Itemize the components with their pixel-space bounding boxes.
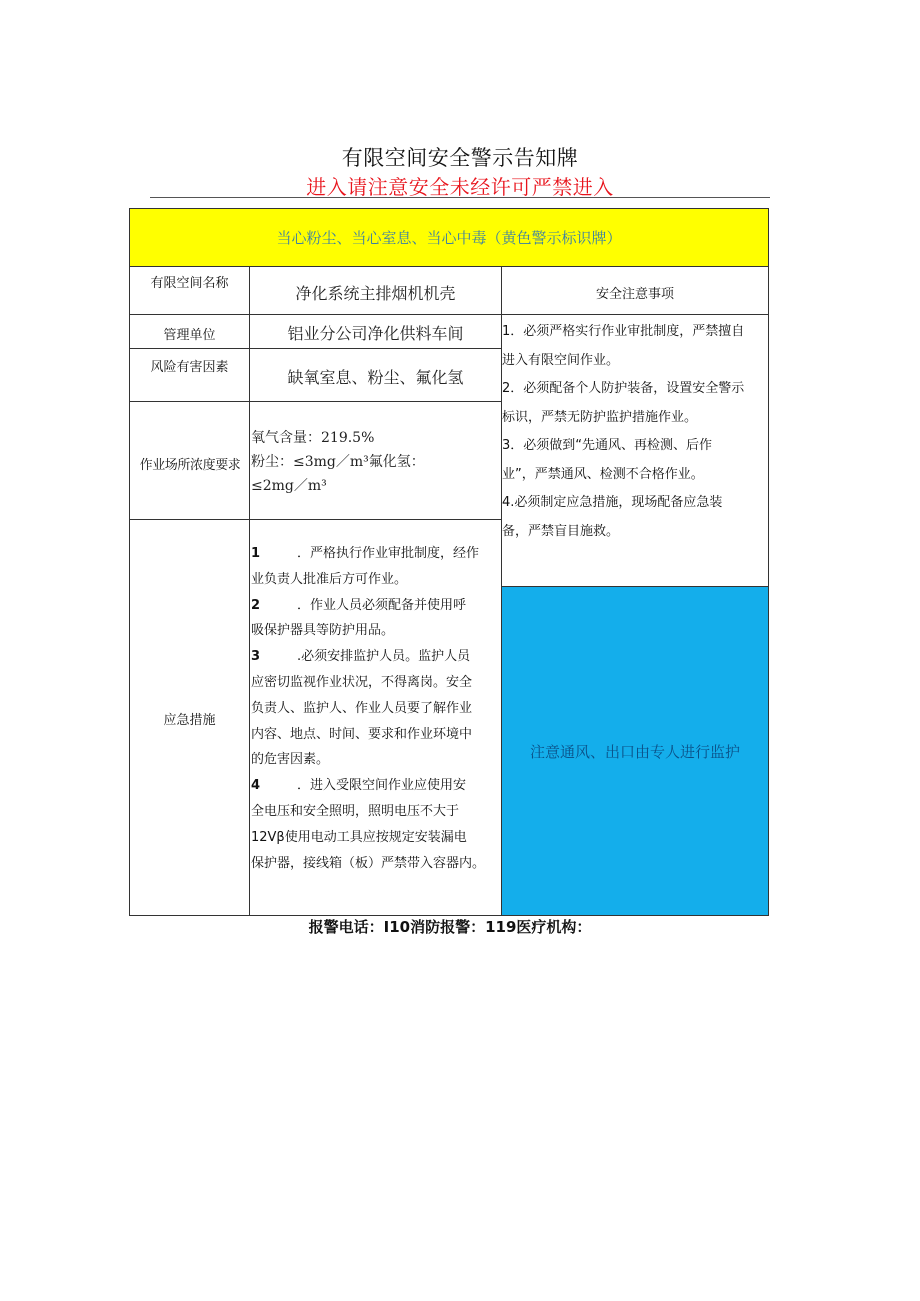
table-divider <box>129 266 769 267</box>
safety-note-line: 1．必须严格实行作业审批制度，严禁擅自 <box>502 324 745 339</box>
item-text: 的危害因素。 <box>251 752 330 768</box>
emergency-label: 应急措施 <box>163 713 216 728</box>
item-text: 业负责人批准后方可作业。 <box>251 571 408 587</box>
unit-value: 铝业分公司净化供料车间 <box>287 324 464 343</box>
concentration-line: 氧气含量：219.5% <box>251 430 375 446</box>
concentration-line: 粉尘：≤3mg／m³氟化氢： <box>251 454 425 470</box>
safety-notes <box>502 318 768 546</box>
emergency-contacts: 报警电话：I10消防报警：119医疗机构： <box>308 918 592 936</box>
item-text: 负责人、监护人、作业人员要了解作业 <box>251 700 473 716</box>
warning-subtitle: 进入请注意安全未经许可严禁进入 <box>306 175 614 199</box>
monitor-note: 注意通风、出口由专人进行监护 <box>502 587 768 915</box>
list-item <box>251 773 501 799</box>
item-text: 保护器，接线箱（板）严禁带入容器内。 <box>251 855 486 871</box>
safety-heading: 安全注意事项 <box>595 287 674 302</box>
hazard-value: 缺氧室息、粉尘、氟化氢 <box>287 368 464 387</box>
concentration-label: 作业场所浓度要求 <box>139 458 241 473</box>
warning-banner: 当心粉尘、当心室息、当心中毒（黄色警示标识牌） <box>130 209 768 266</box>
safety-note-line: 2．必须配备个人防护装备，设置安全警示 <box>502 381 745 396</box>
item-text: ．作业人员必须配备并使用呼 <box>297 597 467 613</box>
item-text: ．严格执行作业审批制度，经作 <box>297 546 480 561</box>
list-item <box>251 593 501 619</box>
item-text: ．进入受限空间作业应使用安 <box>297 778 467 794</box>
page-title: 有限空间安全警示告知牌 <box>341 146 579 170</box>
item-number: 4 <box>251 778 261 794</box>
table-divider <box>129 401 501 402</box>
space-name-label: 有限空间名称 <box>150 276 229 291</box>
item-number: 1 <box>251 546 261 561</box>
table-divider <box>501 314 769 315</box>
table-divider <box>129 519 501 520</box>
list-item <box>251 644 501 670</box>
emergency-measures <box>251 541 501 876</box>
item-text: 12Vβ使用电动工具应按规定安装漏电 <box>251 829 467 845</box>
item-number: 3 <box>251 649 261 665</box>
safety-note-line: 4.必须制定应急措施，现场配备应急装 <box>502 495 723 510</box>
hazard-label: 风险有害因素 <box>150 360 229 375</box>
item-text: 内容、地点、时间、要求和作业环境中 <box>251 726 473 742</box>
safety-note-line: 业”，严禁通风、检测不合格作业。 <box>502 466 704 482</box>
unit-label: 管理单位 <box>163 328 216 343</box>
concentration-requirements <box>251 426 499 498</box>
table-divider <box>249 266 250 916</box>
table-divider <box>129 348 501 349</box>
space-name-value: 净化系统主排烟机机壳 <box>295 284 456 303</box>
concentration-line: ≤2mg／m³ <box>251 478 327 494</box>
item-number: 2 <box>251 597 261 613</box>
item-text: 吸保护器具等防护用品。 <box>251 623 395 639</box>
title-divider <box>150 197 770 198</box>
table-divider <box>129 314 501 315</box>
safety-note-line: 备，严禁盲目施救。 <box>502 523 620 539</box>
item-text: 应密切监视作业状况，不得离岗。安全 <box>251 674 473 690</box>
safety-note-line: 进入有限空间作业。 <box>502 352 620 368</box>
list-item <box>251 541 501 567</box>
item-text: 全电压和安全照明，照明电压不大于 <box>251 803 460 819</box>
safety-note-line: 标识，严禁无防护监护措施作业。 <box>502 409 698 425</box>
safety-note-line: 3．必须做到“先通风、再检测、后作 <box>502 438 713 453</box>
item-text: .必须安排监护人员。监护人员 <box>297 649 471 665</box>
